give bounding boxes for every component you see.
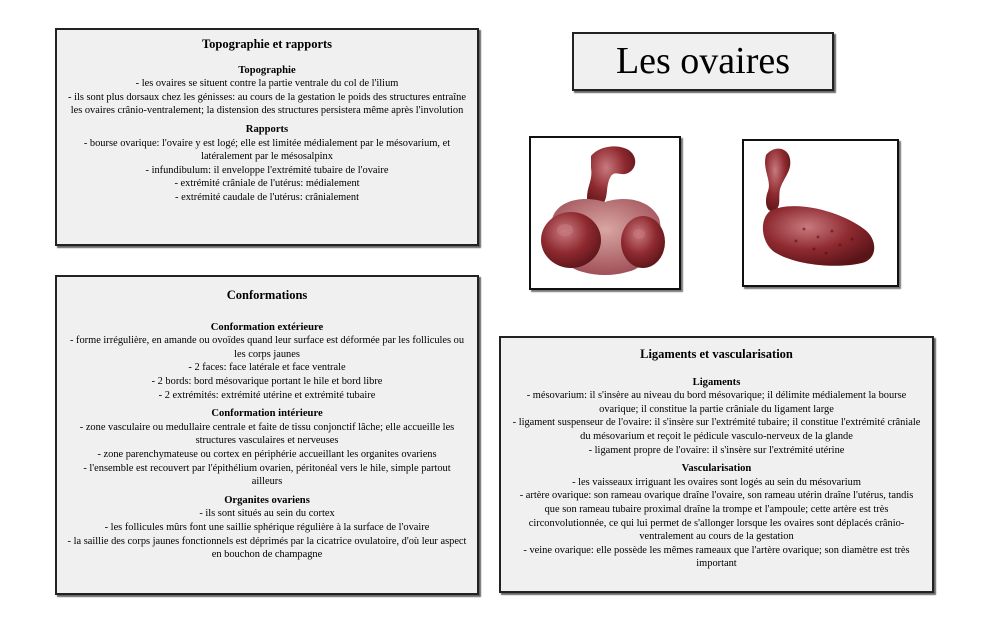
conformation-interieure-line: - zone vasculaire ou medullaire centrale et faite de tissu conjonctif lâche; elle accueille les structures vasculaires et nerveuses xyxy=(79,421,455,447)
conformation-exterieure-line: - forme irrégulière, en amande ou ovoïdes quand leur surface est déformée par les follicules ou les corps jaunes xyxy=(69,335,465,360)
rapports-line: - infundibulum: il enveloppe l'extrémité tubaire de l'ovaire xyxy=(145,164,389,176)
ovary-pair-photo-icon xyxy=(531,138,679,288)
organites-line: - les follicules mûrs font une saillie sphérique régulière à la surface de l'ovaire xyxy=(104,521,430,533)
conformation-exterieure-subheading: Conformation extérieure xyxy=(210,321,324,333)
conformation-interieure-subheading: Conformation intérieure xyxy=(211,408,323,420)
conformation-exterieure-line: - 2 extrémités: extrémité utérine et extrémité tubaire xyxy=(158,389,376,401)
topographie-line: - ils sont plus dorsaux chez les génisses: au cours de la gestation le poids des structures entraîne les ovaires crânio-ventralement; la distension des structures persistera même après l'involution xyxy=(68,91,466,117)
rapports-line: - bourse ovarique: l'ovaire y est logé; elle est limitée médialement par le mésovarium, et latéralement par le mésosalpinx xyxy=(83,137,451,163)
topographie-panel xyxy=(55,28,479,246)
ligaments-line: - ligament propre de l'ovaire: il s'insère sur l'extrémité utérine xyxy=(588,444,845,456)
ligaments-panel xyxy=(499,336,934,593)
vascularisation-line: - artère ovarique: son rameau ovarique draîne l'ovaire, son rameau utérin draîne l'utérus, tandis que son rameau tubaire proximal draîne la trompe et l'ampoule; cette artère est très circonvolutionnée, ce qui lui permet de s'allonger lorsque les ovaires sont déplacés crânio-ventralement au cours de la gestation xyxy=(519,490,914,543)
rapports-line: - extrémité caudale de l'utérus: crânialement xyxy=(175,191,359,203)
topographie-heading: Topographie et rapports xyxy=(201,37,333,51)
organites-subheading: Organites ovariens xyxy=(224,494,310,506)
conformations-panel xyxy=(55,275,479,595)
ligaments-line: - mésovarium: il s'insère au niveau du bord mésovarique; il délimite médialement la bourse ovarique; il constitue la partie crâniale du ligament large xyxy=(526,390,907,415)
rapports-line: - extrémité crâniale de l'utérus: médialement xyxy=(174,178,360,190)
vascularisation-line: - veine ovarique: elle possède les mêmes rameaux que l'artère ovarique; son diamètre est très important xyxy=(523,544,910,570)
organites-line: - la saillie des corps jaunes fonctionnels est déprimés par la cicatrice ovulatoire, d'où leur aspect en bouchon de champagne xyxy=(67,535,467,561)
page-title: Les ovaires xyxy=(572,32,834,91)
organites-line: - ils sont situés au sein du cortex xyxy=(199,508,335,520)
single-ovary-photo-icon xyxy=(744,141,897,285)
ovary-photo-right xyxy=(742,139,899,287)
conformation-exterieure-line: - 2 bords: bord mésovarique portant le hile et bord libre xyxy=(151,375,383,387)
conformations-heading: Conformations xyxy=(226,288,308,302)
vascularisation-subheading: Vascularisation xyxy=(681,463,752,475)
conformation-interieure-line: - l'ensemble est recouvert par l'épithélium ovarien, péritonéal vers le hile, simple partout ailleurs xyxy=(83,462,451,488)
ligaments-heading: Ligaments et vascularisation xyxy=(640,347,793,361)
vascularisation-line: - les vaisseaux irriguant les ovaires sont logés au sein du mésovarium xyxy=(572,476,861,488)
ligaments-line: - ligament suspenseur de l'ovaire: il s'insère sur l'extrémité tubaire; il constitue l'extrémité crâniale du mésovarium et reçoit le pédicule vasculo-nerveux de la glande xyxy=(512,417,921,442)
topographie-subheading: Topographie xyxy=(238,64,296,76)
ovary-photo-left xyxy=(529,136,681,290)
rapports-subheading: Rapports xyxy=(245,123,289,135)
conformation-exterieure-line: - 2 faces: face latérale et face ventrale xyxy=(188,362,346,374)
conformation-interieure-line: - zone parenchymateuse ou cortex en périphérie accueillant les organites ovariens xyxy=(97,448,437,460)
topographie-line: - les ovaires se situent contre la partie ventrale du col de l'ilium xyxy=(135,78,399,90)
ligaments-subheading: Ligaments xyxy=(692,376,741,388)
